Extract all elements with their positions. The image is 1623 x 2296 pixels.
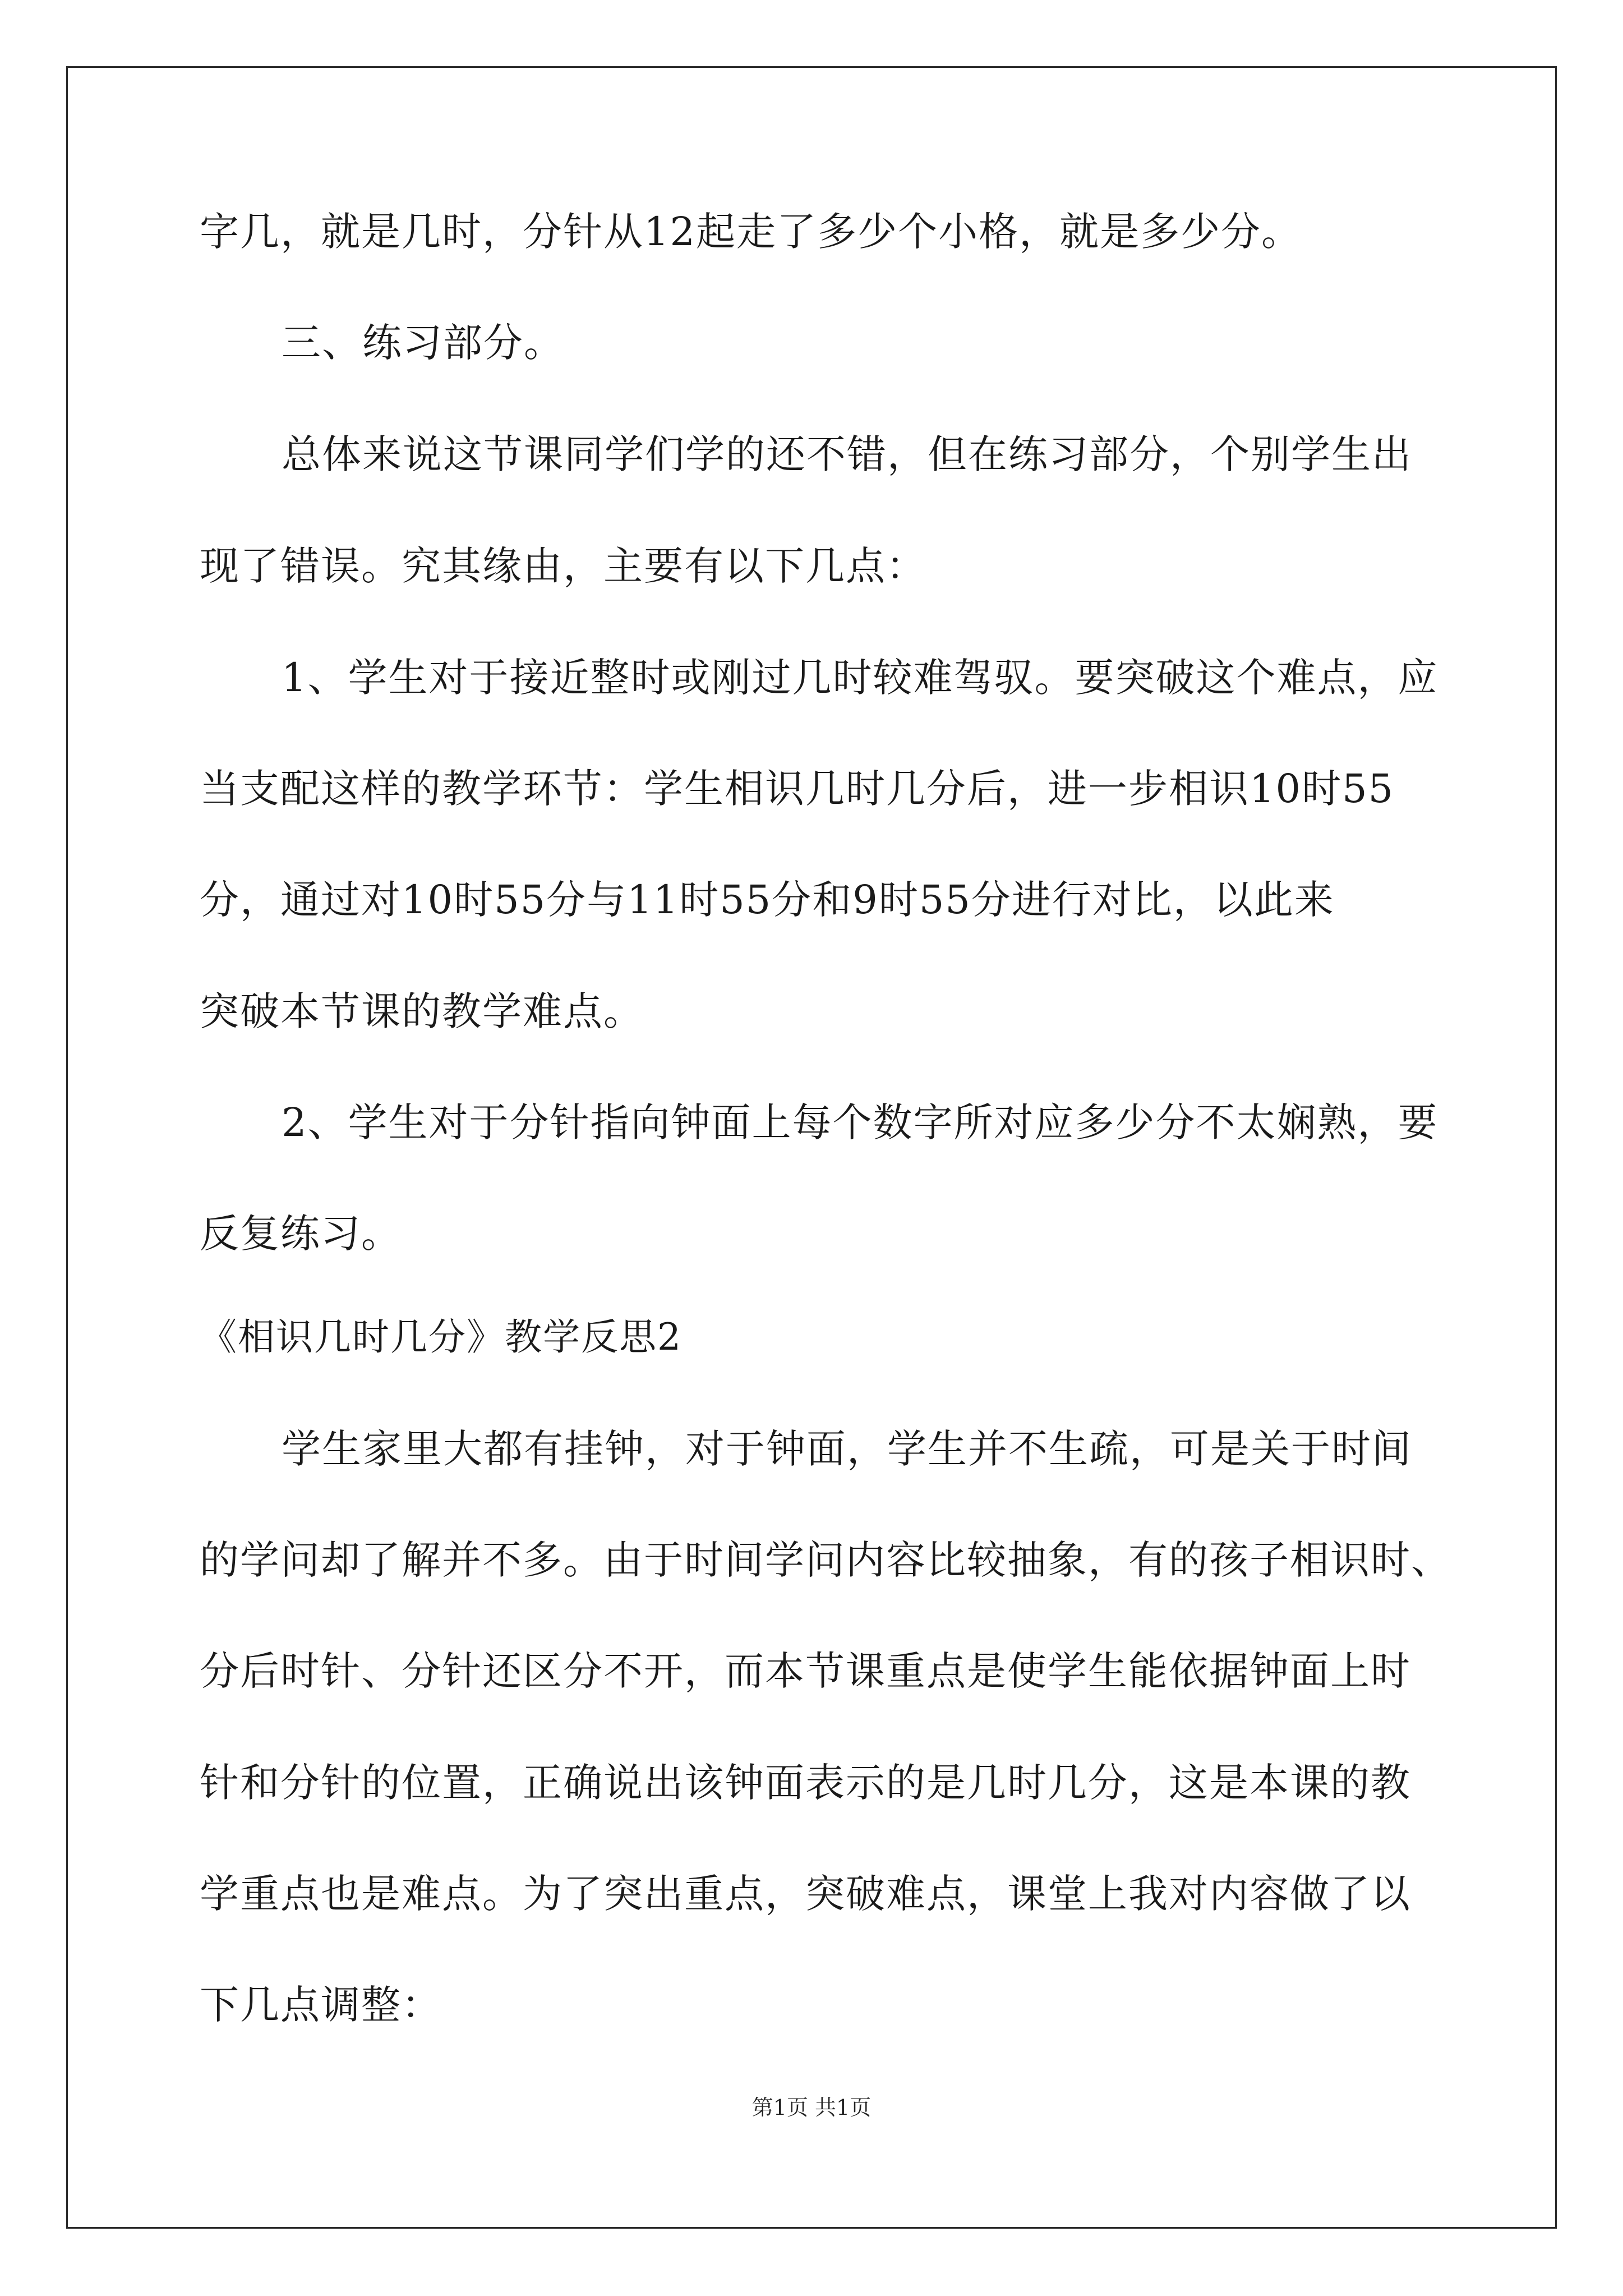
paragraph-line: 下几点调整： <box>200 1982 442 2028</box>
paragraph-line: 学重点也是难点。为了突出重点，突破难点，课堂上我对内容做了以 <box>200 1871 1411 1917</box>
paragraph-line: 分后时针、分针还区分不开，而本节课重点是使学生能依据钟面上时 <box>200 1648 1411 1694</box>
paragraph-line: 总体来说这节课同学们学的还不错，但在练习部分，个别学生出 <box>282 431 1412 477</box>
paragraph-line: 针和分针的位置，正确说出该钟面表示的是几时几分，这是本课的教 <box>200 1760 1411 1806</box>
list-item-line: 1、学生对于接近整时或刚过几时较难驾驭。要突破这个难点，应 <box>282 655 1438 701</box>
paragraph-line: 学生家里大都有挂钟，对于钟面，学生并不生疏，可是关于时间 <box>282 1426 1412 1472</box>
list-item-line: 分，通过对10时55分与11时55分和9时55分进行对比，以此来 <box>200 877 1335 923</box>
page-footer: 第1页 共1页 <box>751 2095 872 2120</box>
section-heading: 三、练习部分。 <box>282 320 564 366</box>
article-title: 《相识几时几分》教学反思2 <box>200 1315 682 1359</box>
list-item-line: 当支配这样的教学环节：学生相识几时几分后，进一步相识10时55 <box>200 766 1395 812</box>
list-item-line: 2、学生对于分针指向钟面上每个数字所对应多少分不太娴熟，要 <box>282 1099 1438 1145</box>
list-item-line: 突破本节课的教学难点。 <box>200 988 644 1034</box>
paragraph-line: 现了错误。究其缘由，主要有以下几点： <box>200 543 926 589</box>
paragraph-line: 的学问却了解并不多。由于时间学问内容比较抽象，有的孩子相识时、 <box>200 1537 1451 1583</box>
list-item-line: 反复练习。 <box>200 1211 402 1257</box>
paragraph-line: 字几，就是几时，分针从12起走了多少个小格，就是多少分。 <box>200 209 1302 255</box>
